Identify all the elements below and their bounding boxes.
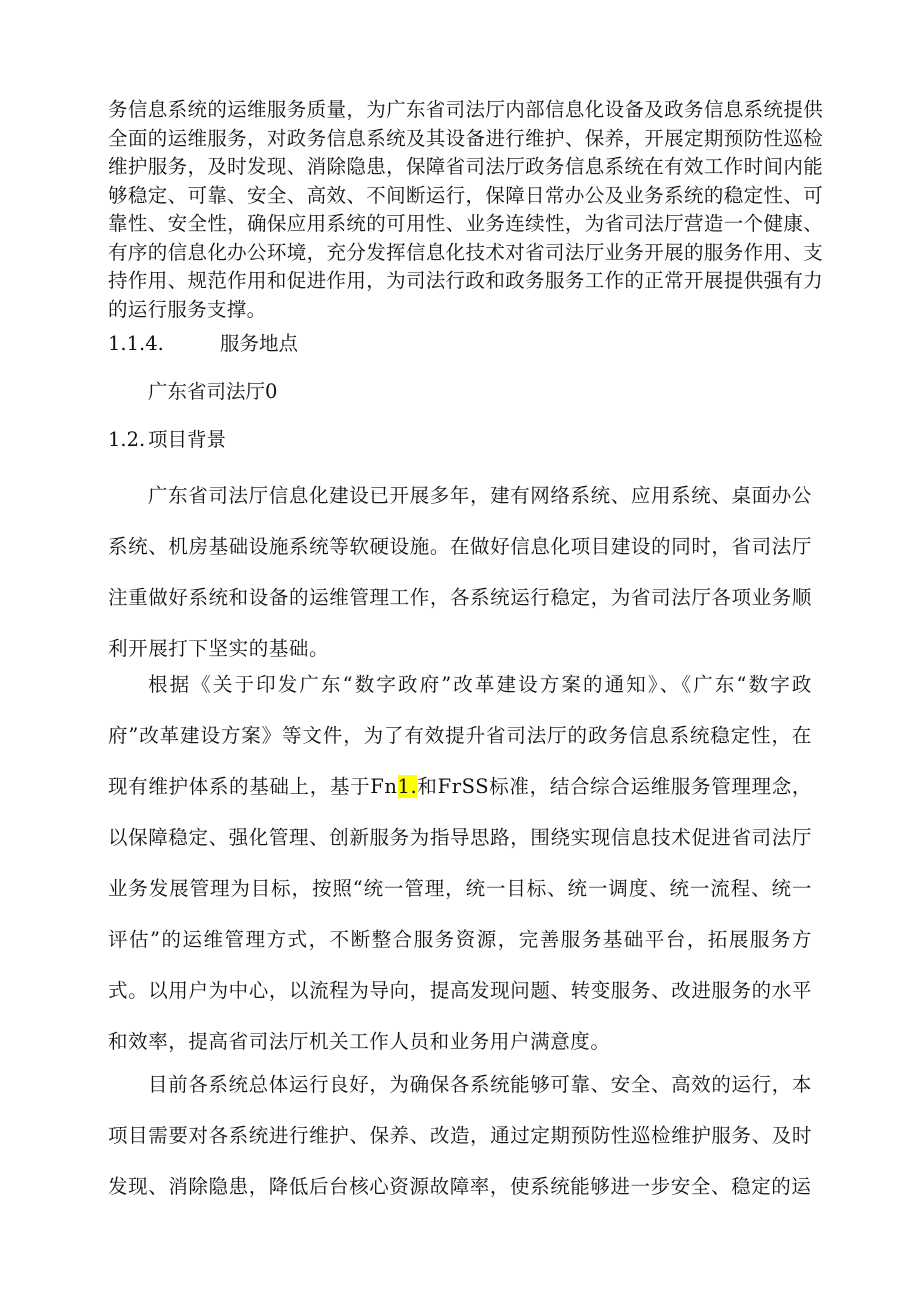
background-paragraph-3: 目前各系统总体运行良好，为确保各系统能够可靠、安全、高效的运行，本项目需要对各系统进行维护、保养、改造，通过定期预防性巡检维护服务、及时发现、消除隐患，降低后台核心资源故障率，使系统能够进一步安全、稳定的运 [108,1073,812,1198]
background-paragraph-2 [108,659,812,1067]
section-heading-service-location [108,330,298,358]
paragraph-text-after-highlight: 和FrSS标准，结合综合运维服务管理理念，以保障稳定、强化管理、创新服务为指导思路，围绕实现信息技术促进省司法厅业务发展管理为目标，按照“统一管理，统一目标、统一调度、统一流程、统一评估”的运维管理方式，不断整合服务资源，完善服务基础平台，拓展服务方式。以用户为中心，以流程为导向，提高发现问题、转变服务、改进服务的水平和效率，提高省司法厅机关工作人员和业务用户满意度。 [108,775,813,1053]
section-title: 服务地点 [220,332,299,355]
highlighted-text: 1. [397,775,418,798]
section-number: 1.1.4. [108,332,164,355]
section-number: 1.2. [108,428,146,451]
service-location-text: 广东省司法厅0 [148,380,278,403]
paragraph-text-before-highlight: 根据《关于印发广东“数字政府”改革建设方案的通知》、《广东“数字政府”改革建设方案》等文件，为了有效提升省司法厅的政务信息系统稳定性，在现有维护体系的基础上，基于Fn [108,673,812,798]
intro-paragraph: 务信息系统的运维服务质量，为广东省司法厅内部信息化设备及政务信息系统提供全面的运维服务，对政务信息系统及其设备进行维护、保养，开展定期预防性巡检维护服务，及时发现、消除隐患，保障省司法厅政务信息系统在有效工作时间内能够稳定、可靠、安全、高效、不间断运行，保障日常办公及业务系统的稳定性、可靠性、安全性，确保应用系统的可用性、业务连续性，为省司法厅营造一个健康、有序的信息化办公环境，充分发挥信息化技术对省司法厅业务开展的服务作用、支持作用、规范作用和促进作用，为司法行政和政务服务工作的正常开展提供强有力的运行服务支撑。 [108,98,823,321]
background-paragraph-1: 广东省司法厅信息化建设已开展多年，建有网络系统、应用系统、桌面办公系统、机房基础设施系统等软硬设施。在做好信息化项目建设的同时，省司法厅注重做好系统和设备的运维管理工作，各系统运行稳定，为省司法厅各项业务顺利开展打下坚实的基础。 [108,484,812,660]
section-title: 项目背景 [148,428,227,451]
section-heading-project-background [108,426,226,454]
